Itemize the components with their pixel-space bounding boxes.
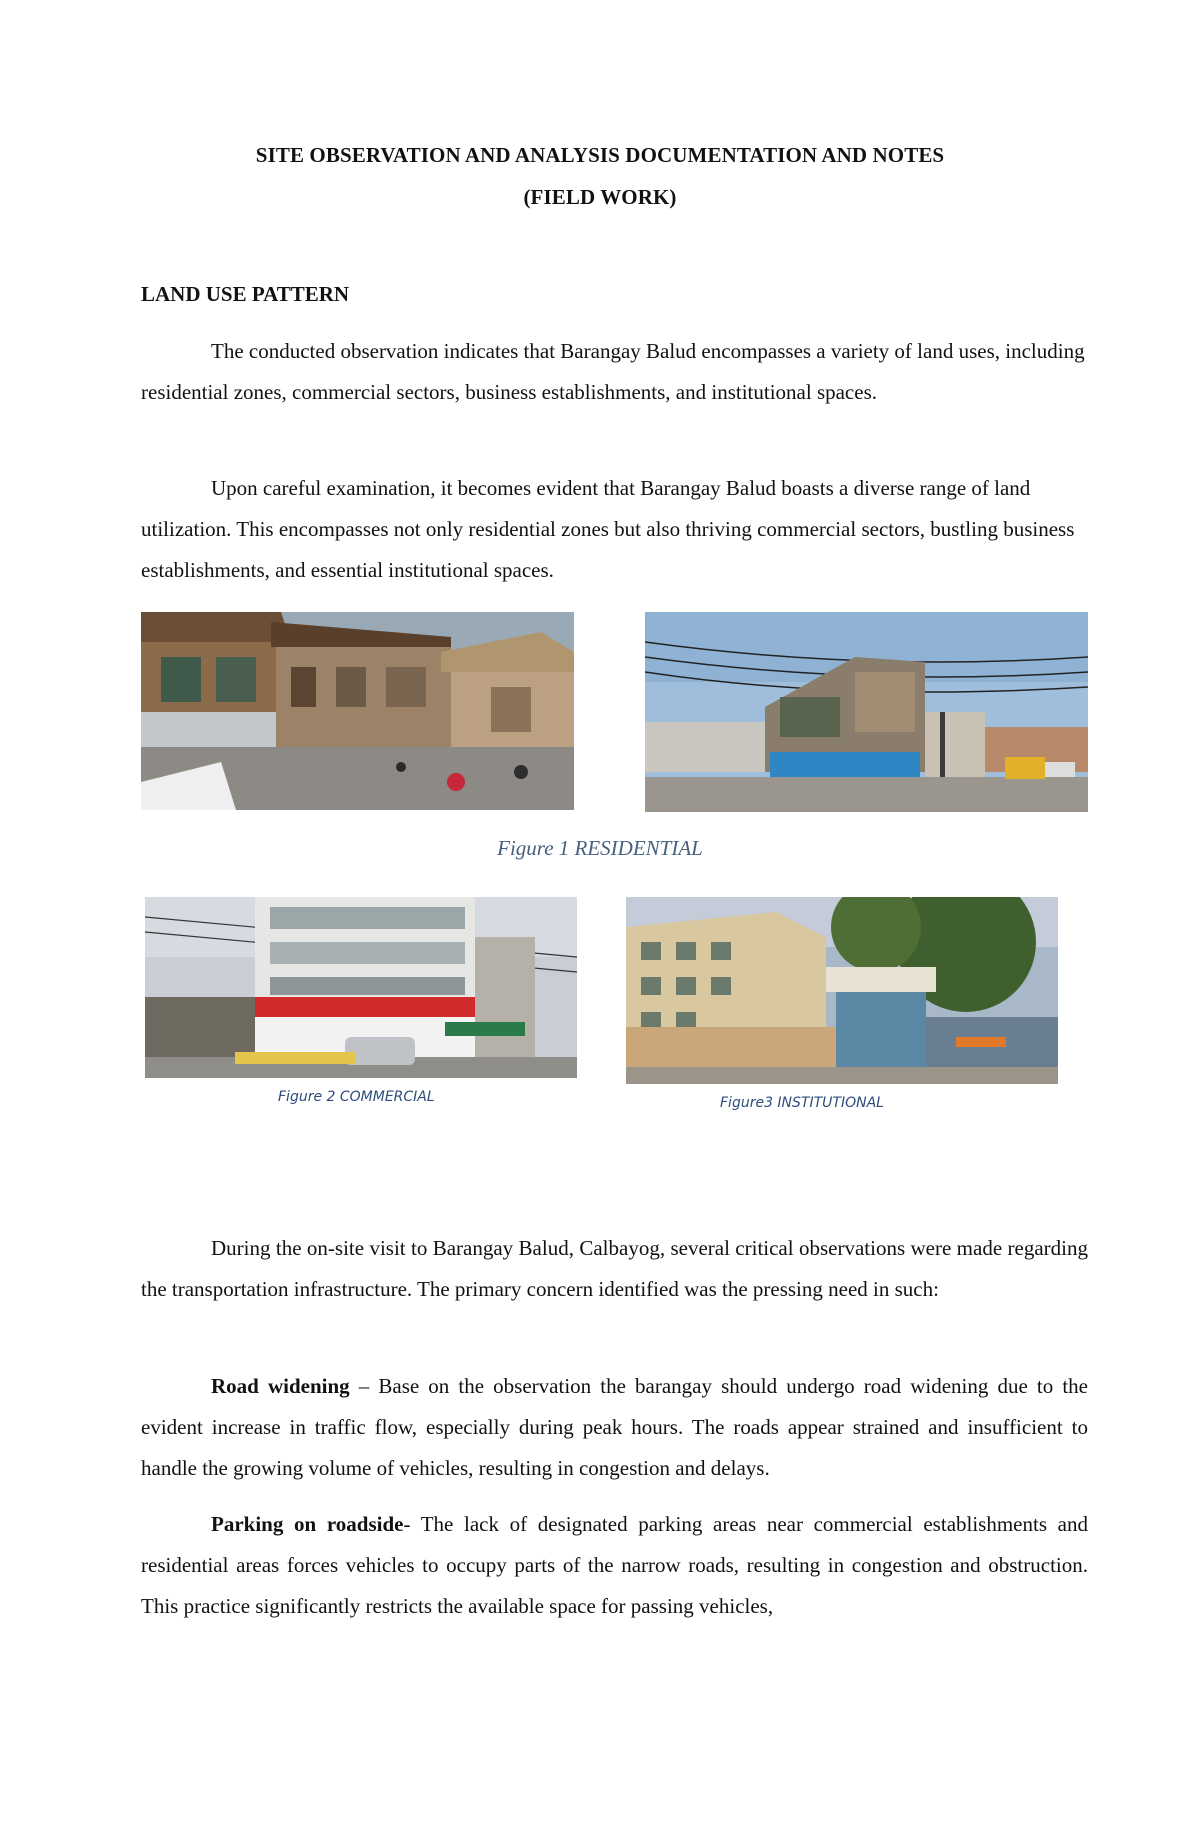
figure-1-caption: Figure 1 RESIDENTIAL xyxy=(497,836,703,860)
document-title-line1: SITE OBSERVATION AND ANALYSIS DOCUMENTATION AND NOTES xyxy=(255,143,945,167)
document-title-line2: (FIELD WORK) xyxy=(523,185,677,209)
figure-3-caption: Figure3 INSTITUTIONAL xyxy=(720,1095,884,1111)
institutional-photo xyxy=(626,897,1058,1084)
commercial-photo xyxy=(145,897,577,1078)
paragraph-transport-observations: During the on-site visit to Barangay Balud, Calbayog, several critical observations were made regarding the transportation infrastructure. The primary concern identified was the pressing need in such: xyxy=(141,1236,1088,1301)
paragraph-land-use-2: Upon careful examination, it becomes evident that Barangay Balud boasts a diverse range of land utilization. This encompasses not only residential zones but also thriving commercial sectors, bustling business establishments, and essential institutional spaces. xyxy=(141,476,1075,582)
parking-term: Parking on roadside xyxy=(211,1512,404,1536)
section-heading: LAND USE PATTERN xyxy=(141,282,350,306)
paragraph-land-use-1: The conducted observation indicates that Barangay Balud encompasses a variety of land uses, including residential zones, commercial sectors, business establishments, and institutional spaces. xyxy=(141,339,1085,404)
paragraph-road-widening xyxy=(141,1366,1088,1489)
paragraph-roadside-parking xyxy=(141,1504,1088,1627)
road-widening-text: – Base on the observation the barangay should undergo road widening due to the evident increase in traffic flow, especially during peak hours. The roads appear strained and insufficient to handle the growing volume of vehicles, resulting in congestion and delays. xyxy=(141,1374,1088,1480)
residential-photo-1 xyxy=(141,612,574,810)
residential-photo-2 xyxy=(645,612,1088,812)
road-widening-term: Road widening xyxy=(211,1374,350,1398)
parking-text: - The lack of designated parking areas near commercial establishments and residential areas forces vehicles to occupy parts of the narrow roads, resulting in congestion and obstruction. This practice significantly restricts the available space for passing vehicles, xyxy=(141,1512,1088,1618)
figure-2-caption: Figure 2 COMMERCIAL xyxy=(278,1089,435,1105)
